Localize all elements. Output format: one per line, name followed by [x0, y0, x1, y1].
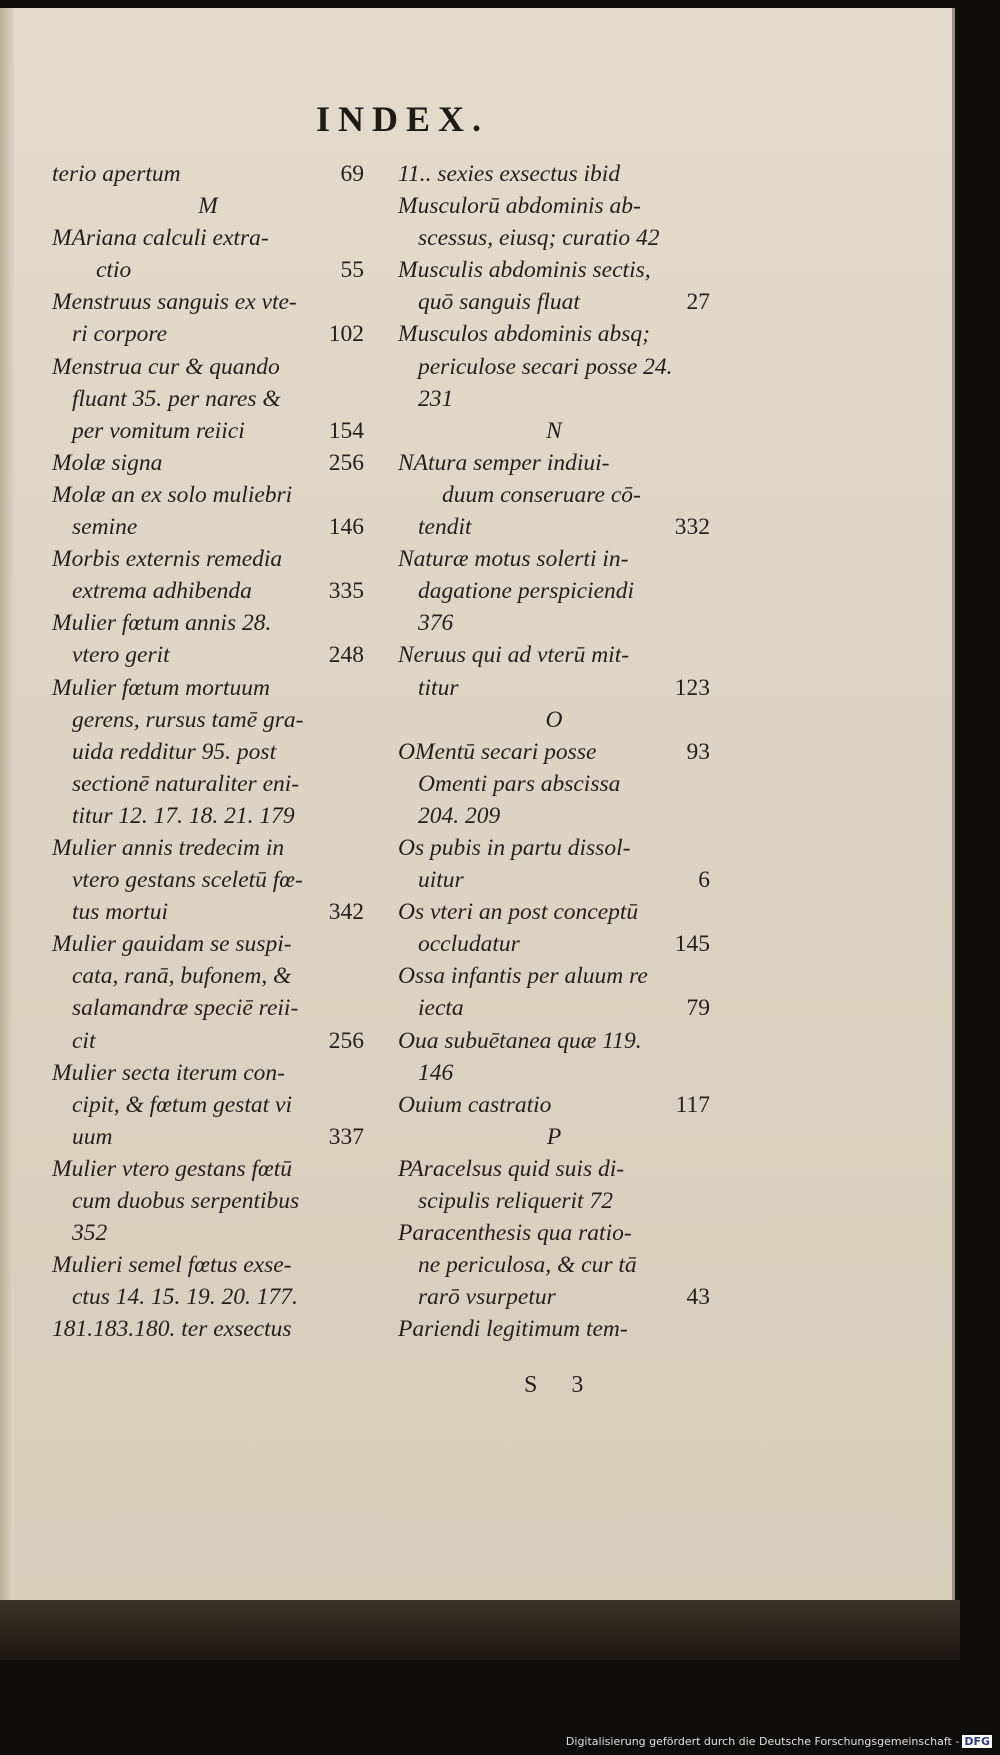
index-entry-line: [52, 896, 364, 928]
footer-text: Digitalisierung gefördert durch die Deutsche Forschungsgemeinschaft -: [565, 1735, 960, 1748]
entry-text: rarō vsurpetur: [418, 1284, 556, 1311]
section-letter: N: [546, 417, 562, 444]
index-entry-line: [52, 832, 364, 864]
page-bottom-shadow: [0, 1600, 960, 1660]
index-entry-line: [52, 318, 364, 350]
entry-text: vtero gestans sceletū fœ-: [72, 867, 303, 894]
entry-text: per vomitum reiici: [72, 417, 245, 444]
entry-text: ri corpore: [72, 321, 168, 348]
entry-text: Mulier gauidam se suspi-: [52, 931, 292, 958]
index-entry-line: [52, 704, 364, 736]
page-reference: 123: [674, 674, 710, 701]
index-entry-line: [398, 800, 710, 832]
entry-text: occludatur: [418, 931, 520, 958]
entry-text: Musculos abdominis absq;: [398, 321, 650, 348]
index-entry-line: [398, 1153, 710, 1185]
entry-text: MAriana calculi extra-: [52, 225, 269, 252]
entry-text: quō sanguis fluat: [418, 289, 580, 316]
entry-text: scipulis reliquerit 72: [418, 1188, 613, 1214]
index-entry-line: [398, 736, 710, 768]
entry-text: gerens, rursus tamē gra-: [72, 706, 304, 733]
entry-text: Mulier vtero gestans fœtū: [52, 1155, 292, 1182]
entry-text: dagatione perspiciendi: [418, 578, 635, 605]
index-entry-line: [52, 992, 364, 1024]
section-letter: O: [545, 706, 563, 733]
index-entry-line: [52, 800, 364, 832]
index-entry-line: [398, 1313, 710, 1345]
index-entry-line: [398, 383, 710, 415]
index-entry-line: [52, 222, 364, 254]
page-reference: 146: [328, 514, 364, 541]
entry-text: Ossa infantis per aluum re: [398, 963, 648, 990]
page-reference: 79: [686, 995, 710, 1022]
index-column-right: [398, 158, 710, 1345]
page-reference: 335: [328, 578, 364, 605]
catchword: S 3: [524, 1372, 598, 1398]
entry-text: Pariendi legitimum tem-: [398, 1316, 628, 1343]
entry-text: cata, ranā, bufonem, &: [72, 963, 292, 990]
digitization-footer: [566, 1735, 992, 1748]
index-entry-line: [398, 447, 710, 479]
index-entry-line: [398, 672, 710, 704]
index-entry-line: [52, 960, 364, 992]
entry-text: extrema adhibenda: [72, 578, 252, 605]
entry-text: uida redditur 95. post: [72, 738, 277, 765]
index-entry-line: [52, 672, 364, 704]
index-entry-line: [52, 1153, 364, 1185]
entry-text: 204. 209: [418, 802, 501, 829]
entry-text: PAracelsus quid suis di-: [398, 1155, 625, 1182]
entry-text: cipit, & fœtum gestat vi: [72, 1091, 292, 1118]
dfg-logo: DFG: [964, 1735, 990, 1748]
entry-text: uum: [72, 1123, 113, 1150]
index-entry-line: [398, 1089, 710, 1121]
entry-text: scessus, eiusq; curatio 42: [418, 225, 660, 252]
page-reference: 69: [340, 161, 364, 187]
entry-text: Musculis abdominis sectis,: [398, 257, 651, 284]
index-entry-line: [52, 447, 364, 479]
section-letter: P: [546, 1123, 562, 1150]
index-entry-line: [398, 511, 710, 543]
index-entry-line: [398, 351, 710, 383]
entry-text: Os vteri an post conceptū: [398, 899, 639, 926]
entry-text: uitur: [418, 867, 464, 894]
page-reference: 6: [698, 867, 710, 894]
page-reference: 43: [686, 1284, 710, 1311]
page-reference: 102: [328, 321, 364, 348]
page-reference: 145: [674, 931, 710, 958]
index-entry-line: [398, 543, 710, 575]
page-reference: 27: [686, 289, 710, 316]
page-reference: 342: [328, 899, 364, 926]
entry-text: periculose secari posse 24.: [418, 353, 673, 380]
page-reference: 256: [328, 449, 364, 476]
entry-text: salamandræ speciē reii-: [72, 995, 299, 1022]
entry-text: 146: [418, 1059, 454, 1086]
entry-text: ctus 14. 15. 19. 20. 177.: [72, 1284, 298, 1311]
index-entry-line: [52, 1249, 364, 1281]
index-entry-line: [398, 1281, 710, 1313]
index-entry-line: [52, 575, 364, 607]
page-reference: 248: [328, 642, 364, 669]
index-entry-line: [398, 222, 710, 254]
index-entry-line: [52, 1185, 364, 1217]
index-entry-line: [398, 864, 710, 896]
entry-text: Molæ signa: [52, 449, 163, 476]
index-entry-line: [398, 1217, 710, 1249]
entry-text: Morbis externis remedia: [52, 546, 283, 573]
index-entry-line: [398, 1025, 710, 1057]
index-entry-line: [52, 286, 364, 318]
entry-text: Oua subuētanea quæ 119.: [398, 1027, 642, 1054]
index-entry-line: [398, 318, 710, 350]
page-reference: 55: [340, 257, 364, 284]
entry-text: cum duobus serpentibus: [72, 1188, 300, 1214]
index-entry-line: [398, 928, 710, 960]
entry-text: Neruus qui ad vterū mit-: [398, 642, 630, 669]
index-entry-line: [52, 415, 364, 447]
index-entry-line: [398, 607, 710, 639]
index-entry-line: [52, 1121, 364, 1153]
index-entry-line: [52, 736, 364, 768]
entry-text: fluant 35. per nares &: [72, 385, 281, 412]
entry-text: 376: [418, 610, 454, 637]
index-entry-line: [52, 158, 364, 190]
entry-text: Menstruus sanguis ex vte-: [52, 289, 297, 316]
entry-text: titur 12. 17. 18. 21. 179: [72, 802, 295, 829]
index-entry-line: [398, 575, 710, 607]
index-entry-line: [52, 864, 364, 896]
entry-text: Naturæ motus solerti in-: [398, 546, 629, 573]
entry-text: Mulier fœtum annis 28.: [52, 610, 272, 637]
index-entry-line: [398, 639, 710, 671]
entry-text: sectionē naturaliter eni-: [72, 770, 300, 797]
page-reference: 93: [686, 738, 710, 765]
entry-text: terio apertum: [52, 161, 181, 187]
index-entry-line: [52, 1217, 364, 1249]
index-entry-line: [52, 1281, 364, 1313]
entry-text: Omenti pars abscissa: [418, 770, 621, 797]
entry-text: 181.183.180. ter exsectus: [52, 1316, 292, 1343]
index-entry-line: [52, 1057, 364, 1089]
page-reference: 337: [328, 1123, 364, 1150]
index-entry-line: [398, 768, 710, 800]
entry-text: iecta: [418, 995, 464, 1022]
entry-text: duum conseruare cō-: [442, 481, 641, 508]
entry-text: tendit: [418, 514, 472, 541]
index-entry-line: [398, 832, 710, 864]
entry-text: 11.. sexies exsectus ibid: [398, 161, 621, 187]
index-entry-line: [52, 1089, 364, 1121]
index-entry-line: [52, 639, 364, 671]
entry-text: vtero gerit: [72, 642, 170, 669]
index-entry-line: [398, 896, 710, 928]
entry-text: Ouium castratio: [398, 1091, 552, 1118]
index-entry-line: [398, 254, 710, 286]
index-column-left: [52, 158, 364, 1345]
entry-text: cit: [72, 1027, 96, 1054]
index-entry-line: [398, 1185, 710, 1217]
index-entry-line: [52, 479, 364, 511]
index-entry-line: [52, 543, 364, 575]
entry-text: Menstrua cur & quando: [52, 353, 280, 380]
page-reference: 154: [328, 417, 364, 444]
index-entry-line: [398, 158, 710, 190]
page-reference: 117: [675, 1091, 710, 1118]
index-entry-line: [52, 351, 364, 383]
page-reference: 332: [674, 514, 710, 541]
entry-text: Paracenthesis qua ratio-: [398, 1220, 632, 1247]
entry-text: NAtura semper indiui-: [398, 449, 610, 476]
entry-text: semine: [72, 514, 138, 541]
index-entry-line: [398, 1249, 710, 1281]
index-entry-line: [398, 1057, 710, 1089]
entry-text: OMentū secari posse: [398, 738, 597, 765]
index-entry-line: [398, 286, 710, 318]
index-entry-line: [398, 992, 710, 1024]
entry-text: Molæ an ex solo muliebri: [52, 481, 293, 508]
index-entry-line: [52, 383, 364, 415]
page-header: INDEX.: [316, 99, 490, 139]
index-entry-line: [398, 190, 710, 222]
index-entry-line: [52, 607, 364, 639]
index-entry-line: [52, 768, 364, 800]
entry-text: 231: [418, 385, 454, 412]
entry-text: Mulier secta iterum con-: [52, 1059, 285, 1086]
entry-text: ne periculosa, & cur tā: [418, 1252, 637, 1279]
entry-text: titur: [418, 674, 459, 701]
page-gutter: [0, 8, 14, 1608]
entry-text: 352: [72, 1220, 108, 1247]
entry-text: Mulieri semel fœtus exse-: [52, 1252, 292, 1279]
entry-text: Mulier fœtum mortuum: [52, 674, 271, 701]
entry-text: Musculorū abdominis ab-: [398, 193, 641, 220]
index-entry-line: [52, 1025, 364, 1057]
index-entry-line: [398, 479, 710, 511]
index-entry-line: [398, 960, 710, 992]
section-letter: M: [198, 193, 218, 220]
entry-text: Mulier annis tredecim in: [52, 834, 285, 861]
index-entry-line: [52, 1313, 364, 1345]
index-entry-line: [52, 928, 364, 960]
entry-text: tus mortui: [72, 899, 168, 926]
entry-text: Os pubis in partu dissol-: [398, 834, 631, 861]
page-reference: 256: [328, 1027, 364, 1054]
index-entry-line: [52, 511, 364, 543]
index-entry-line: [52, 254, 364, 286]
entry-text: ctio: [96, 257, 132, 284]
